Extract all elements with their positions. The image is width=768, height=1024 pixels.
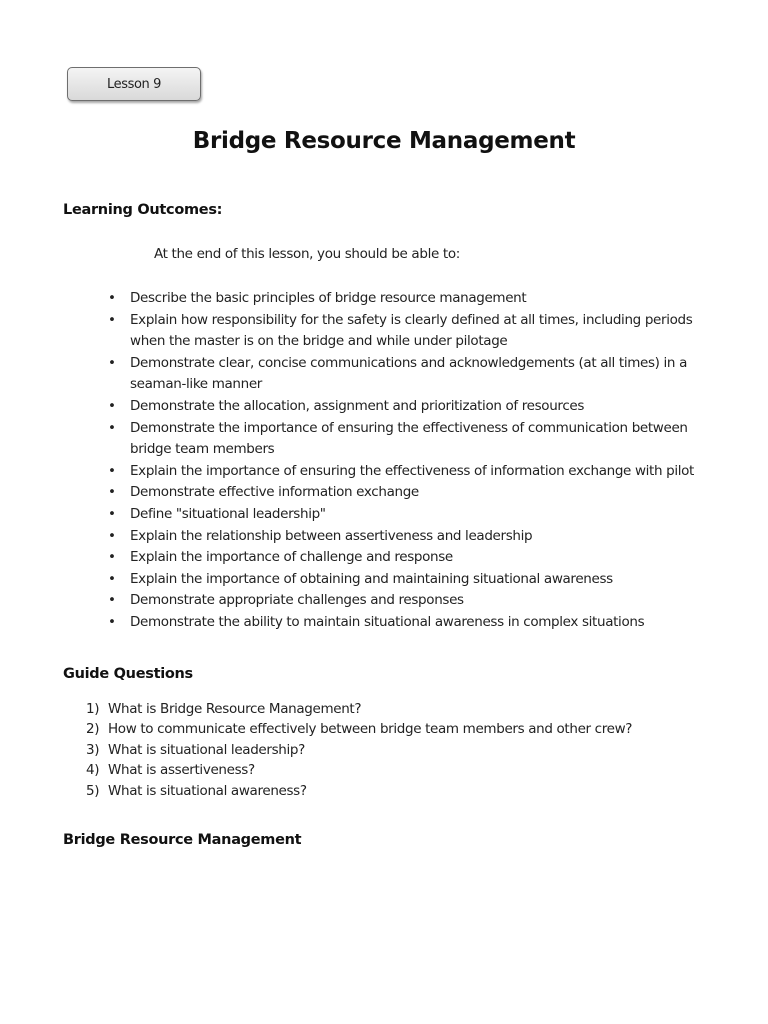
question-number: 5) [86, 782, 100, 799]
list-item [105, 504, 715, 526]
bullet-icon: • [108, 419, 116, 436]
lesson-tab-label: Lesson 9 [107, 76, 161, 92]
outcome-text: Demonstrate effective information exchange [130, 484, 419, 501]
question-text: What is situational awareness? [108, 782, 307, 799]
page-title: Bridge Resource Management [192, 128, 576, 154]
question-number: 3) [86, 741, 100, 758]
question-text: What is Bridge Resource Management? [108, 701, 362, 717]
guide-questions-heading: Guide Questions [63, 666, 193, 682]
list-item [86, 699, 726, 719]
outcome-text: Describe the basic principles of bridge resource management [130, 290, 527, 306]
section-heading: Bridge Resource Management [63, 832, 302, 848]
question-number: 1) [86, 701, 100, 717]
outcome-text: Define "situational leadership" [130, 505, 326, 522]
list-item [105, 461, 715, 483]
bullet-icon: • [108, 505, 116, 522]
list-item [105, 418, 715, 461]
question-text: What is situational leadership? [108, 741, 305, 758]
outcome-text: Explain how responsibility for the safety is clearly defined at all times, including periods when the master is on the bridge and while under pilotage [130, 311, 693, 350]
bullet-icon: • [108, 354, 116, 371]
outcome-text: Explain the relationship between assertiveness and leadership [130, 527, 533, 544]
list-item [105, 396, 715, 418]
bullet-icon: • [108, 484, 116, 501]
guide-questions-list [86, 699, 726, 801]
outcome-text: Explain the importance of challenge and response [130, 549, 453, 566]
list-item [86, 781, 726, 801]
list-item [86, 760, 726, 780]
question-text: How to communicate effectively between bridge team members and other crew? [108, 721, 633, 738]
outcome-text: Demonstrate the ability to maintain situational awareness in complex situations [130, 613, 645, 630]
list-item [105, 353, 715, 396]
list-item [105, 288, 715, 310]
list-item [105, 482, 715, 504]
list-item [105, 612, 715, 634]
bullet-icon: • [108, 549, 116, 566]
outcome-text: Demonstrate clear, concise communications and acknowledgements (at all times) in a seaman-like manner [130, 354, 688, 393]
list-item [105, 590, 715, 612]
bullet-icon: • [108, 462, 116, 479]
list-item [105, 569, 715, 591]
bullet-icon: • [108, 290, 116, 306]
learning-outcomes-list [105, 288, 715, 634]
bullet-icon: • [108, 613, 116, 630]
bullet-icon: • [108, 311, 116, 328]
question-text: What is assertiveness? [108, 762, 255, 779]
list-item [86, 740, 726, 760]
list-item [105, 526, 715, 548]
outcome-text: Explain the importance of obtaining and maintaining situational awareness [130, 570, 613, 587]
learning-outcomes-intro: At the end of this lesson, you should be able to: [154, 246, 460, 262]
bullet-icon: • [108, 570, 116, 587]
list-item [105, 310, 715, 353]
outcome-text: Demonstrate appropriate challenges and responses [130, 592, 464, 609]
list-item [86, 719, 726, 739]
question-number: 4) [86, 762, 100, 779]
outcome-text: Demonstrate the allocation, assignment and prioritization of resources [130, 397, 585, 414]
bullet-icon: • [108, 397, 116, 414]
outcome-text: Demonstrate the importance of ensuring the effectiveness of communication between bridge team members [130, 419, 688, 458]
lesson-tab [67, 67, 201, 101]
outcome-text: Explain the importance of ensuring the effectiveness of information exchange with pilot [130, 462, 695, 479]
bullet-icon: • [108, 527, 116, 544]
learning-outcomes-heading: Learning Outcomes: [63, 202, 223, 218]
bullet-icon: • [108, 592, 116, 609]
question-number: 2) [86, 721, 100, 738]
list-item [105, 547, 715, 569]
